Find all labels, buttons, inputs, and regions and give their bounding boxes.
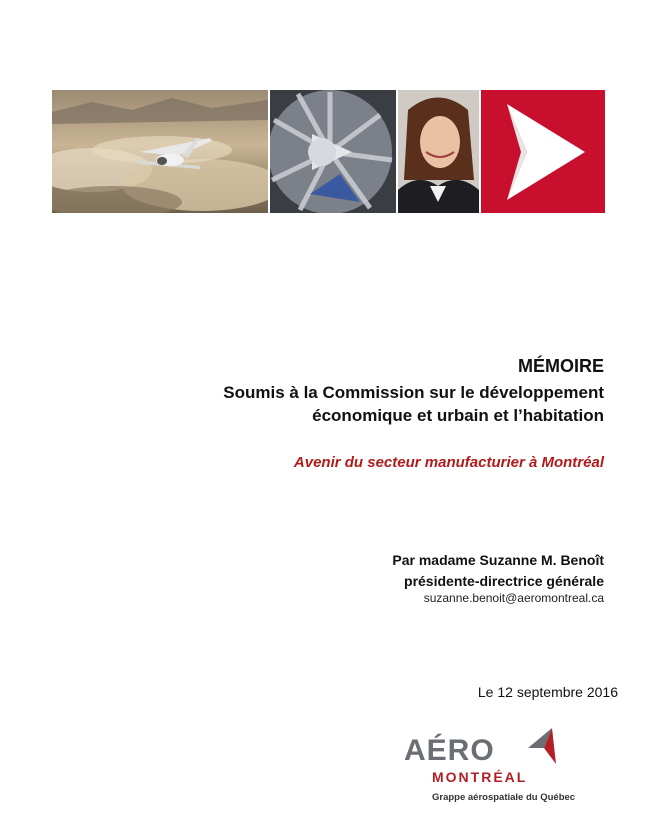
smiling-woman-photo [398, 90, 479, 213]
author-email[interactable]: suzanne.benoit@aeromontreal.ca [423, 591, 604, 605]
logo-arrow-icon [526, 726, 560, 766]
header-banner [52, 90, 605, 213]
memo-heading: MÉMOIRE [517, 356, 604, 376]
author-role: présidente-directrice générale [404, 573, 604, 589]
jet-engine-fan-photo [270, 90, 396, 213]
aero-montreal-logo [398, 722, 608, 812]
logo-tagline: Grappe aérospatiale du Québec [432, 792, 576, 803]
logo-word-montreal: MONTRÉAL [432, 769, 528, 785]
memo-subtitle [184, 381, 604, 427]
document-date: Le 12 septembre 2016 [477, 684, 618, 700]
jet-over-clouds-photo [52, 90, 268, 213]
memo-subject: Avenir du secteur manufacturier à Montréal [293, 454, 604, 471]
author-byline: Par madame Suzanne M. Benoît [392, 552, 604, 568]
memo-subtitle-line1: Soumis à la Commission sur le développement [223, 383, 604, 402]
logo-word-aero: AÉRO [404, 734, 495, 767]
red-arrow-graphic [481, 90, 605, 213]
memo-subtitle-line2: économique et urbain et l’habitation [312, 406, 604, 425]
author-block [392, 550, 604, 592]
